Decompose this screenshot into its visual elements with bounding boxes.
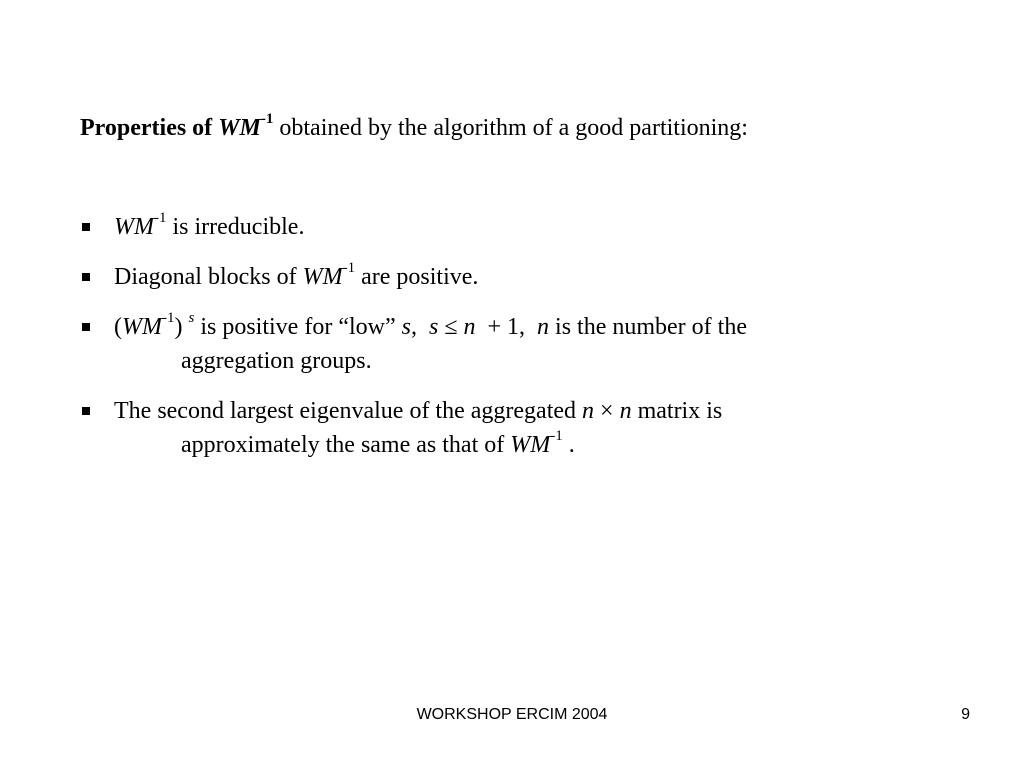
bullet-variable: n xyxy=(619,398,632,424)
slide-footer: WORKSHOP ERCIM 2004 xyxy=(416,706,608,723)
bullet-text: is the number of the xyxy=(549,314,747,340)
bullet-paren: ) xyxy=(174,314,183,340)
bullet-text: approximately the same as that of xyxy=(181,432,511,458)
bullet-text: × xyxy=(594,398,620,424)
bullet-variable: n xyxy=(582,398,595,424)
bullet-text: is positive for “low” xyxy=(194,314,402,340)
bullet-text: matrix is xyxy=(631,398,723,424)
bullet-text: Diagonal blocks of xyxy=(114,264,303,290)
bullet-variable: WM xyxy=(302,264,343,290)
list-item xyxy=(80,260,900,294)
bullet-text: are positive. xyxy=(355,264,479,290)
bullet-superscript: -1 xyxy=(342,260,356,276)
list-item xyxy=(80,310,900,378)
bullet-text: is irreducible. xyxy=(166,214,305,240)
title-variable: WM xyxy=(218,115,261,141)
square-bullet-icon xyxy=(82,323,90,331)
bullet-superscript: -1 xyxy=(550,428,563,444)
title-bold-prefix: Properties of xyxy=(80,115,219,141)
list-item xyxy=(80,210,900,244)
square-bullet-icon xyxy=(82,273,90,281)
bullet-paren: ( xyxy=(114,314,122,340)
bullet-variable: n xyxy=(537,314,550,340)
bullet-text: The second largest eigenvalue of the aggregated xyxy=(114,398,583,424)
square-bullet-icon xyxy=(82,223,90,231)
bullet-variable: s xyxy=(428,314,439,340)
bullet-variable: n xyxy=(463,314,476,340)
bullet-superscript: -1 xyxy=(153,210,167,226)
slide-title xyxy=(80,110,748,146)
bullet-variable: WM xyxy=(114,214,154,240)
bullet-text: , xyxy=(410,314,429,340)
title-rest: obtained by the algorithm of a good partitioning: xyxy=(273,115,748,141)
bullet-text: + 1, xyxy=(475,314,538,340)
bullet-variable: WM xyxy=(510,432,551,458)
list-item xyxy=(80,394,900,462)
bullet-list xyxy=(80,210,900,478)
bullet-power: s xyxy=(188,310,195,326)
square-bullet-icon xyxy=(82,407,90,415)
title-superscript: -1 xyxy=(260,111,274,127)
page-number: 9 xyxy=(961,706,970,723)
bullet-text: ≤ xyxy=(438,314,464,340)
bullet-variable: WM xyxy=(122,314,162,340)
bullet-text: . xyxy=(562,432,575,458)
bullet-variable: s xyxy=(401,314,411,340)
bullet-superscript: -1 xyxy=(161,310,175,326)
bullet-continuation xyxy=(114,428,900,462)
bullet-continuation: aggregation groups. xyxy=(181,348,372,374)
